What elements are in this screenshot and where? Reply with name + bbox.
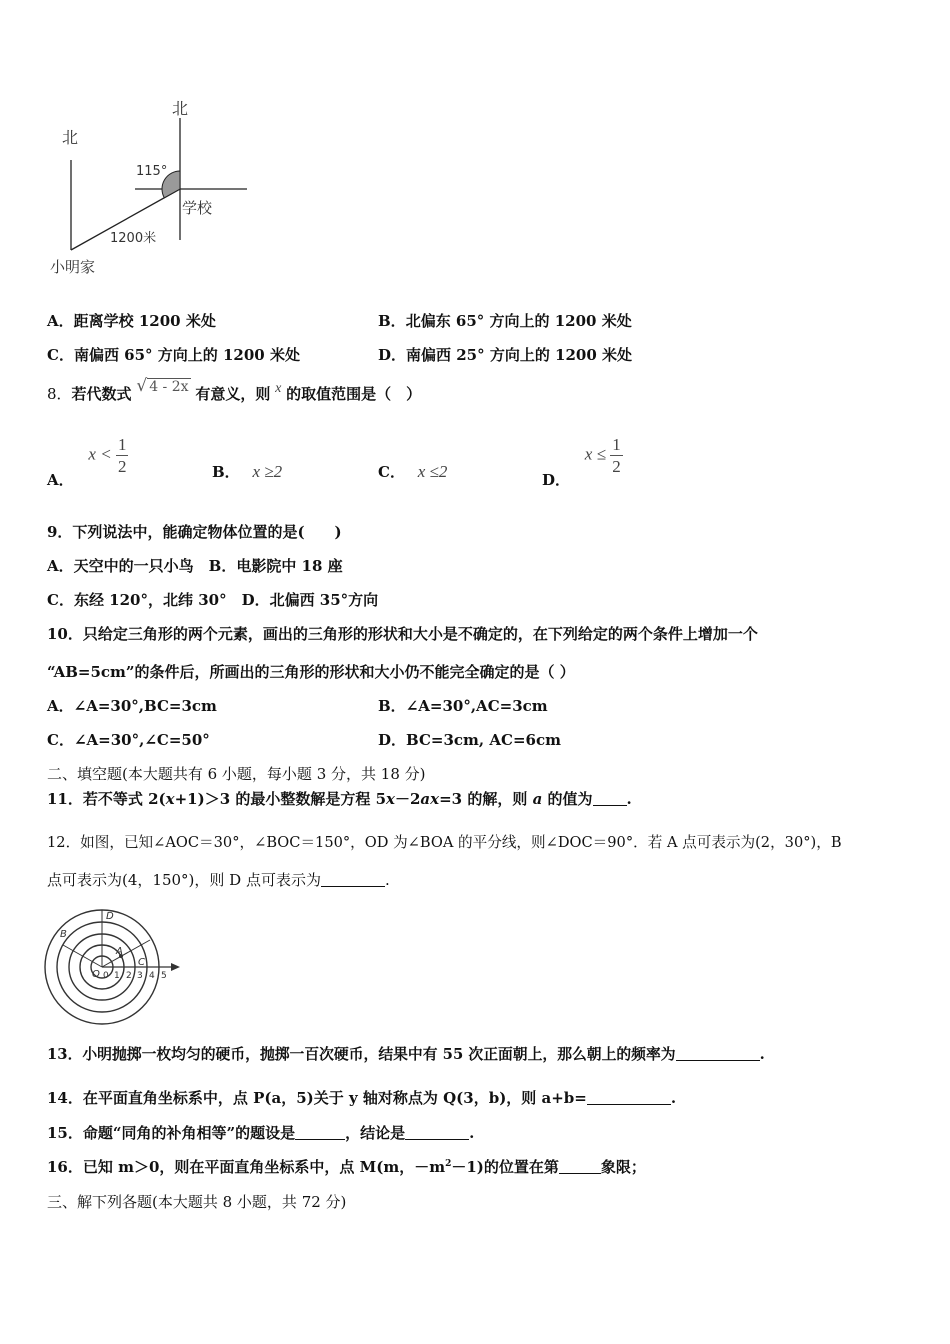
polar-axis-arrow [171, 963, 180, 971]
q10-option-b: B．∠A=30°,AC=3cm [378, 697, 548, 715]
school-label: 学校 [182, 199, 213, 217]
angle-label: 115° [136, 164, 168, 179]
home-label: 小明家 [50, 258, 96, 276]
q12-line2: 点可表示为(4，150°)，则 D 点可表示为 . [47, 871, 390, 889]
q10-stem-line1: 10．只给定三角形的两个元素，画出的三角形的形状和大小是不确定的，在下列给定的两个条件上增加一个 [47, 625, 758, 643]
q14-answer-blank[interactable] [587, 1090, 671, 1105]
north-label-right: 北 [172, 99, 189, 118]
label-o: O [92, 969, 100, 980]
q14-text: 14．在平面直角坐标系中，点 P(a，5)关于 y 轴对称点为 Q(3，b)，则 a+b= . [47, 1089, 677, 1107]
q9-stem: 9．下列说法中，能确定物体位置的是( ) [47, 523, 342, 541]
q7-option-d: D．南偏西 25° 方向上的 1200 米处 [378, 346, 633, 364]
q10-option-a: A．∠A=30°,BC=3cm [47, 697, 217, 715]
q10-option-c: C．∠A=30°,∠C=50° [47, 731, 210, 749]
q9-options-line1: A．天空中的一只小鸟 B．电影院中 18 座 [47, 557, 343, 575]
q16-text: 16．已知 m＞0，则在平面直角坐标系中，点 M(m，$-m^2-1$)的位置在第 象限； [47, 1158, 646, 1176]
q7-option-a: A．距离学校 1200 米处 [47, 312, 216, 330]
figure-polar-circles [40, 903, 190, 1033]
label-c: C [138, 957, 145, 968]
tick-1: 1 [114, 971, 120, 981]
q15-text: 15．命题“同角的补角相等”的题设是 ，结论是 . [47, 1124, 475, 1142]
q7-option-c: C．南偏西 65° 方向上的 1200 米处 [47, 346, 300, 364]
figure-school-direction [40, 90, 270, 290]
sqrt-expression: √ 4 - 2x [136, 376, 189, 396]
tick-4: 4 [149, 971, 155, 981]
q16-answer-blank[interactable] [559, 1159, 601, 1174]
q13-text: 13．小明抛掷一枚均匀的硬币，抛掷一百次硬币，结果中有 55 次正面朝上，那么朝上的频率为 . [47, 1046, 765, 1063]
section-3-heading: 三、解下列各题(本大题共 8 小题，共 72 分) [47, 1193, 347, 1211]
q9-options-line2: C．东经 120°，北纬 30° D．北偏西 35°方向 [47, 591, 379, 609]
section-2-heading: 二、填空题(本大题共有 6 小题，每小题 3 分，共 18 分) [47, 765, 426, 783]
north-label-left: 北 [62, 128, 79, 147]
tick-3: 3 [137, 971, 143, 981]
q10-option-d: D．BC=3cm, AC=6cm [378, 731, 561, 749]
q8-option-b: B． x ≥2 [212, 462, 283, 481]
q11-text: 11．若不等式 2(x+1)＞3 的最小整数解是方程 5x－2ax=3 的解，则 a 的值为 . [47, 790, 632, 808]
q8-stem: 8．若代数式 √ 4 - 2x 有意义，则 x 的取值范围是（ ） [47, 376, 422, 403]
q15-premise-blank[interactable] [295, 1125, 345, 1140]
label-b: B [60, 929, 67, 940]
q8-option-d: D． x ≤ $\frac{1}{2}$ [542, 435, 621, 490]
q8-option-a: A． x < $\frac{1}{2}$ [47, 435, 127, 490]
q7-option-b: B．北偏东 65° 方向上的 1200 米处 [378, 312, 632, 330]
q12-line1: 12．如图，已知∠AOC＝30°，∠BOC＝150°，OD 为∠BOA 的平分线，则∠DOC＝90°．若 A 点可表示为(2，30°)，B [47, 834, 842, 851]
q15-conclusion-blank[interactable] [405, 1125, 469, 1140]
q10-stem-line2: “AB=5cm”的条件后，所画出的三角形的形状和大小仍不能完全确定的是（ ） [47, 663, 575, 681]
label-a: A [116, 946, 123, 957]
tick-2: 2 [126, 971, 132, 981]
q8-option-c: C． x ≤2 [378, 462, 448, 481]
label-d: D [106, 911, 114, 922]
q11-answer-blank[interactable] [593, 791, 627, 806]
tick-5: 5 [161, 971, 167, 981]
tick-0: 0 [103, 971, 109, 981]
distance-label: 1200米 [110, 231, 157, 246]
q12-answer-blank[interactable] [321, 872, 385, 887]
q13-answer-blank[interactable] [676, 1046, 760, 1061]
